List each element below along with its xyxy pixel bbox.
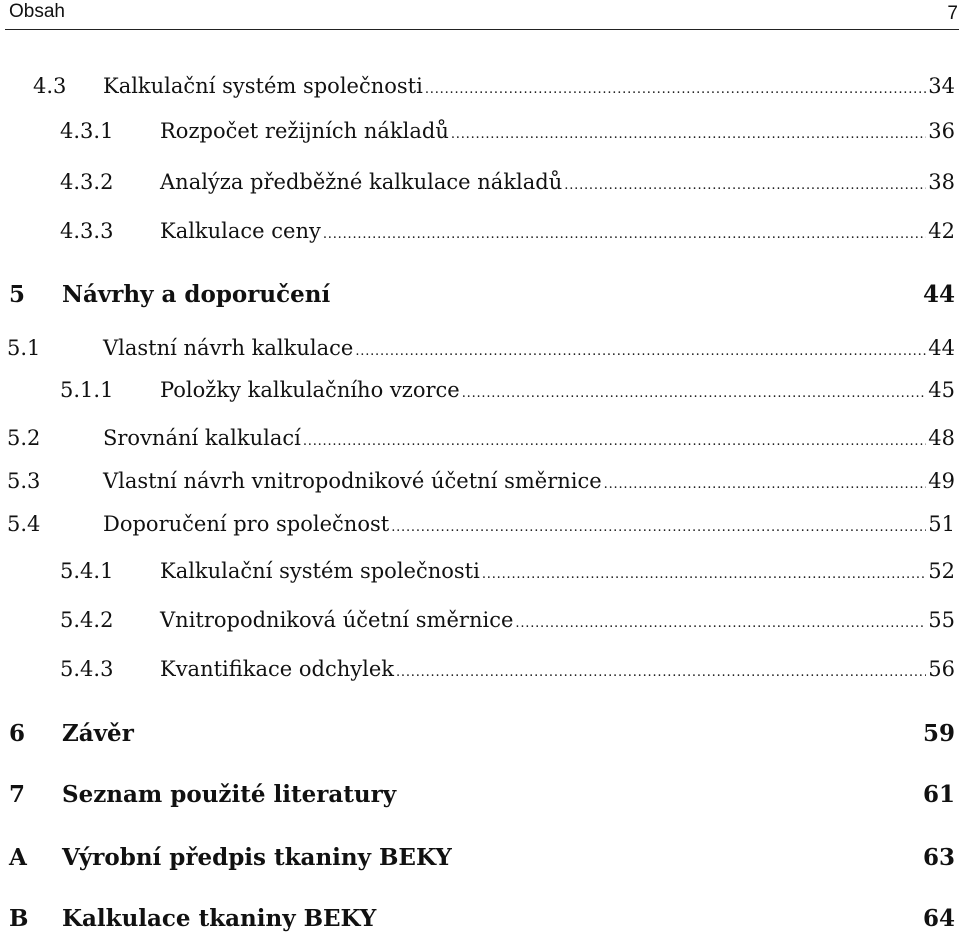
toc-number: 5.4.2 — [60, 608, 114, 632]
toc-title: Závěr — [62, 720, 134, 747]
toc-number: 5.4 — [7, 512, 41, 536]
toc-entry[interactable] — [0, 331, 960, 365]
toc-title: Položky kalkulačního vzorce — [160, 378, 460, 402]
toc-leader — [323, 218, 926, 252]
toc-leader — [515, 607, 926, 641]
toc-page: 61 — [922, 781, 955, 808]
toc-entry[interactable] — [0, 464, 960, 498]
toc-leader — [482, 558, 926, 592]
toc-title: Výrobní předpis tkaniny BEKY — [62, 844, 452, 871]
toc-title: Kalkulace ceny — [160, 219, 321, 243]
toc-leader — [396, 656, 926, 690]
toc-leader — [425, 73, 926, 107]
toc-title: Kalkulační systém společnosti — [160, 559, 480, 583]
page-header — [0, 0, 960, 32]
toc-page: 36 — [928, 119, 955, 143]
toc-page: 45 — [928, 378, 955, 402]
toc-number: 5 — [9, 281, 26, 308]
toc-title: Vnitropodniková účetní směrnice — [160, 608, 514, 632]
toc-number: 6 — [9, 720, 26, 747]
toc-number: 5.4.3 — [60, 657, 114, 681]
toc-title: Kalkulace tkaniny BEKY — [62, 905, 377, 932]
toc-entry[interactable] — [0, 69, 960, 103]
toc-entry[interactable] — [0, 165, 960, 199]
toc-number: 5.3 — [7, 469, 41, 493]
toc-leader — [604, 468, 927, 502]
toc-page: 56 — [928, 657, 955, 681]
header-page-number: 7 — [947, 3, 958, 24]
toc-title: Kvantifikace odchylek — [160, 657, 394, 681]
toc-page: 64 — [922, 905, 955, 932]
toc-page: 52 — [928, 559, 955, 583]
toc-leader — [564, 169, 926, 203]
toc-chapter[interactable] — [0, 902, 960, 936]
toc-entry[interactable] — [0, 421, 960, 455]
toc-number: 7 — [9, 781, 26, 808]
toc-page: 63 — [922, 844, 955, 871]
toc-chapter[interactable] — [0, 841, 960, 875]
toc-leader — [451, 118, 926, 152]
toc-page: 38 — [928, 170, 955, 194]
toc-title: Návrhy a doporučení — [62, 281, 331, 308]
toc-number: A — [9, 844, 27, 871]
toc-entry[interactable] — [0, 603, 960, 637]
toc-number: 4.3.1 — [60, 119, 114, 143]
toc-number: 5.2 — [7, 426, 41, 450]
toc-page: 59 — [922, 720, 955, 747]
toc-page: 44 — [922, 281, 955, 308]
toc-number: 5.1.1 — [60, 378, 114, 402]
toc-entry[interactable] — [0, 114, 960, 148]
toc-entry[interactable] — [0, 554, 960, 588]
toc-title: Vlastní návrh kalkulace — [103, 336, 354, 360]
toc-leader — [355, 335, 926, 369]
toc-chapter[interactable] — [0, 778, 960, 812]
toc-leader — [462, 377, 927, 411]
toc-number: 4.3.3 — [60, 219, 114, 243]
toc-leader — [391, 511, 926, 545]
toc-title: Rozpočet režijních nákladů — [160, 119, 449, 143]
toc-page: 49 — [928, 469, 955, 493]
toc-page: 44 — [928, 336, 955, 360]
toc-title: Doporučení pro společnost — [103, 512, 390, 536]
toc-entry[interactable] — [0, 507, 960, 541]
toc-title: Kalkulační systém společnosti — [103, 74, 423, 98]
toc-number: 5.4.1 — [60, 559, 114, 583]
toc-title: Srovnání kalkulací — [103, 426, 301, 450]
toc-number: B — [9, 905, 29, 932]
toc-title: Analýza předběžné kalkulace nákladů — [160, 170, 563, 194]
toc-chapter[interactable] — [0, 278, 960, 312]
toc-number: 5.1 — [7, 336, 41, 360]
toc-page: 51 — [928, 512, 955, 536]
toc-page: 42 — [928, 219, 955, 243]
toc-page: 55 — [928, 608, 955, 632]
toc-entry[interactable] — [0, 214, 960, 248]
toc-entry[interactable] — [0, 652, 960, 686]
header-rule — [5, 29, 959, 30]
toc-number: 4.3.2 — [60, 170, 114, 194]
toc-entry[interactable] — [0, 373, 960, 407]
header-title: Obsah — [9, 1, 65, 22]
toc-title: Seznam použité literatury — [62, 781, 397, 808]
toc-chapter[interactable] — [0, 717, 960, 751]
toc-leader — [303, 425, 926, 459]
toc-number: 4.3 — [33, 74, 67, 98]
toc-title: Vlastní návrh vnitropodnikové účetní směrnice — [103, 469, 602, 493]
toc-page: 34 — [928, 74, 955, 98]
toc-page: 48 — [928, 426, 955, 450]
